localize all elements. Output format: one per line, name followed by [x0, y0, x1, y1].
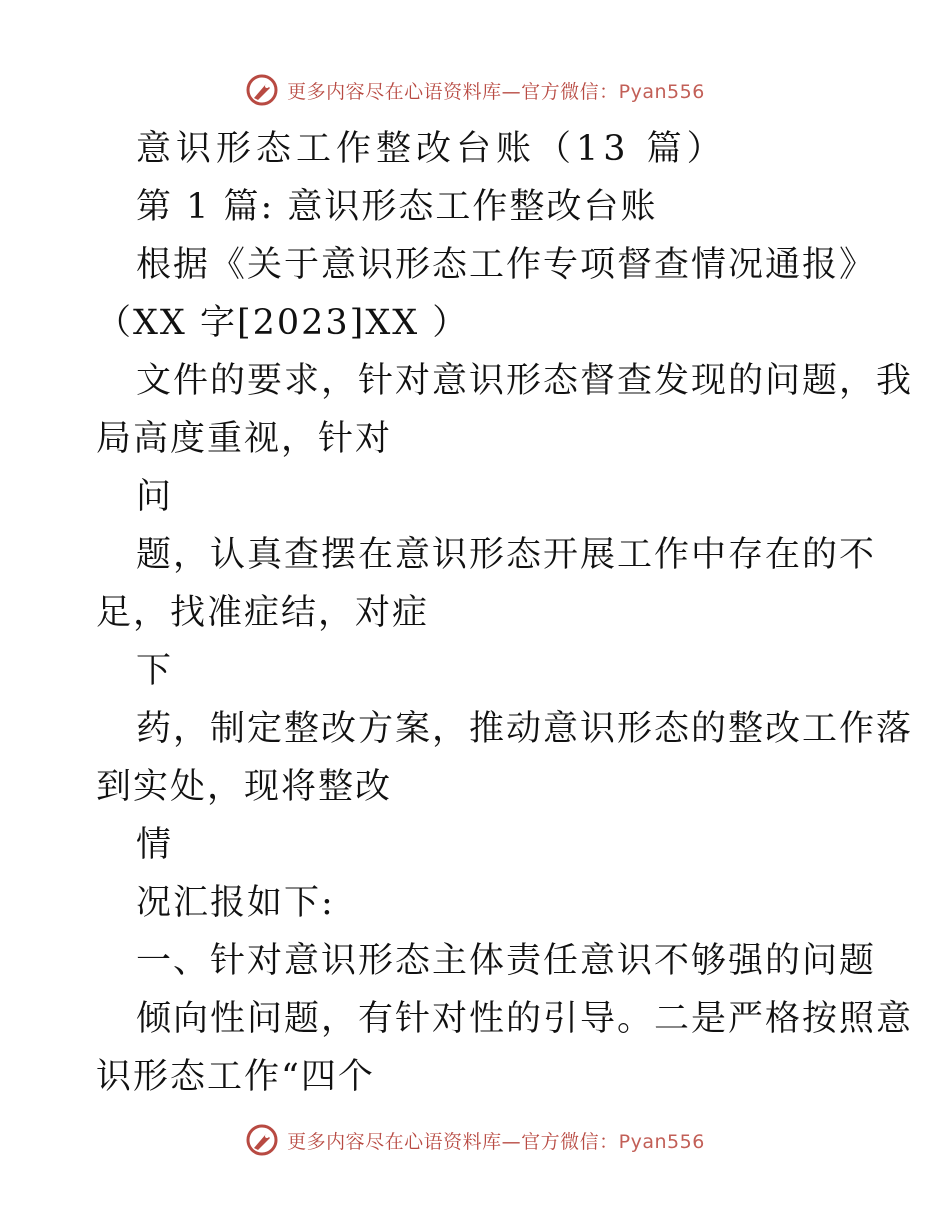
document-line: 第 1 篇: 意识形态工作整改台账: [136, 187, 658, 227]
watermark-banner-bottom: [0, 1118, 950, 1162]
document-line: 文件的要求，针对意识形态督查发现的问题，我: [136, 361, 914, 401]
document-line: 倾向性问题，有针对性的引导。二是严格按照意: [136, 999, 914, 1039]
document-line: 一、针对意识形态主体责任意识不够强的问题: [136, 941, 877, 981]
watermark-banner-top: [0, 68, 950, 112]
document-body: [96, 120, 914, 1106]
watermark-text: 更多内容尽在心语资料库—官方微信：Pyan556: [287, 80, 705, 103]
document-line: 识形态工作“四个: [96, 1057, 375, 1097]
document-line: 到实处，现将整改: [96, 767, 393, 807]
document-line: 情: [136, 825, 174, 865]
pen-nib-seal-icon: [245, 1123, 279, 1157]
document-line: 局高度重视，针对: [96, 419, 393, 459]
document-line: 问: [136, 477, 174, 517]
watermark-text: 更多内容尽在心语资料库—官方微信：Pyan556: [287, 1130, 705, 1153]
document-line: 药，制定整改方案，推动意识形态的整改工作落: [136, 709, 914, 749]
document-line: （XX 字[2023]XX ）: [96, 303, 470, 343]
document-line: 下: [136, 651, 174, 691]
watermark-contact: Pyan556: [618, 1130, 705, 1153]
document-line: 足，找准症结，对症: [96, 593, 430, 633]
document-line: 根据《关于意识形态工作专项督查情况通报》: [136, 245, 877, 285]
document-line: 况汇报如下:: [136, 883, 335, 923]
document-title: 意识形态工作整改台账（13 篇）: [136, 129, 727, 169]
pen-nib-seal-icon: [245, 73, 279, 107]
document-line: 题，认真查摆在意识形态开展工作中存在的不: [136, 535, 877, 575]
watermark-contact: Pyan556: [618, 80, 705, 103]
